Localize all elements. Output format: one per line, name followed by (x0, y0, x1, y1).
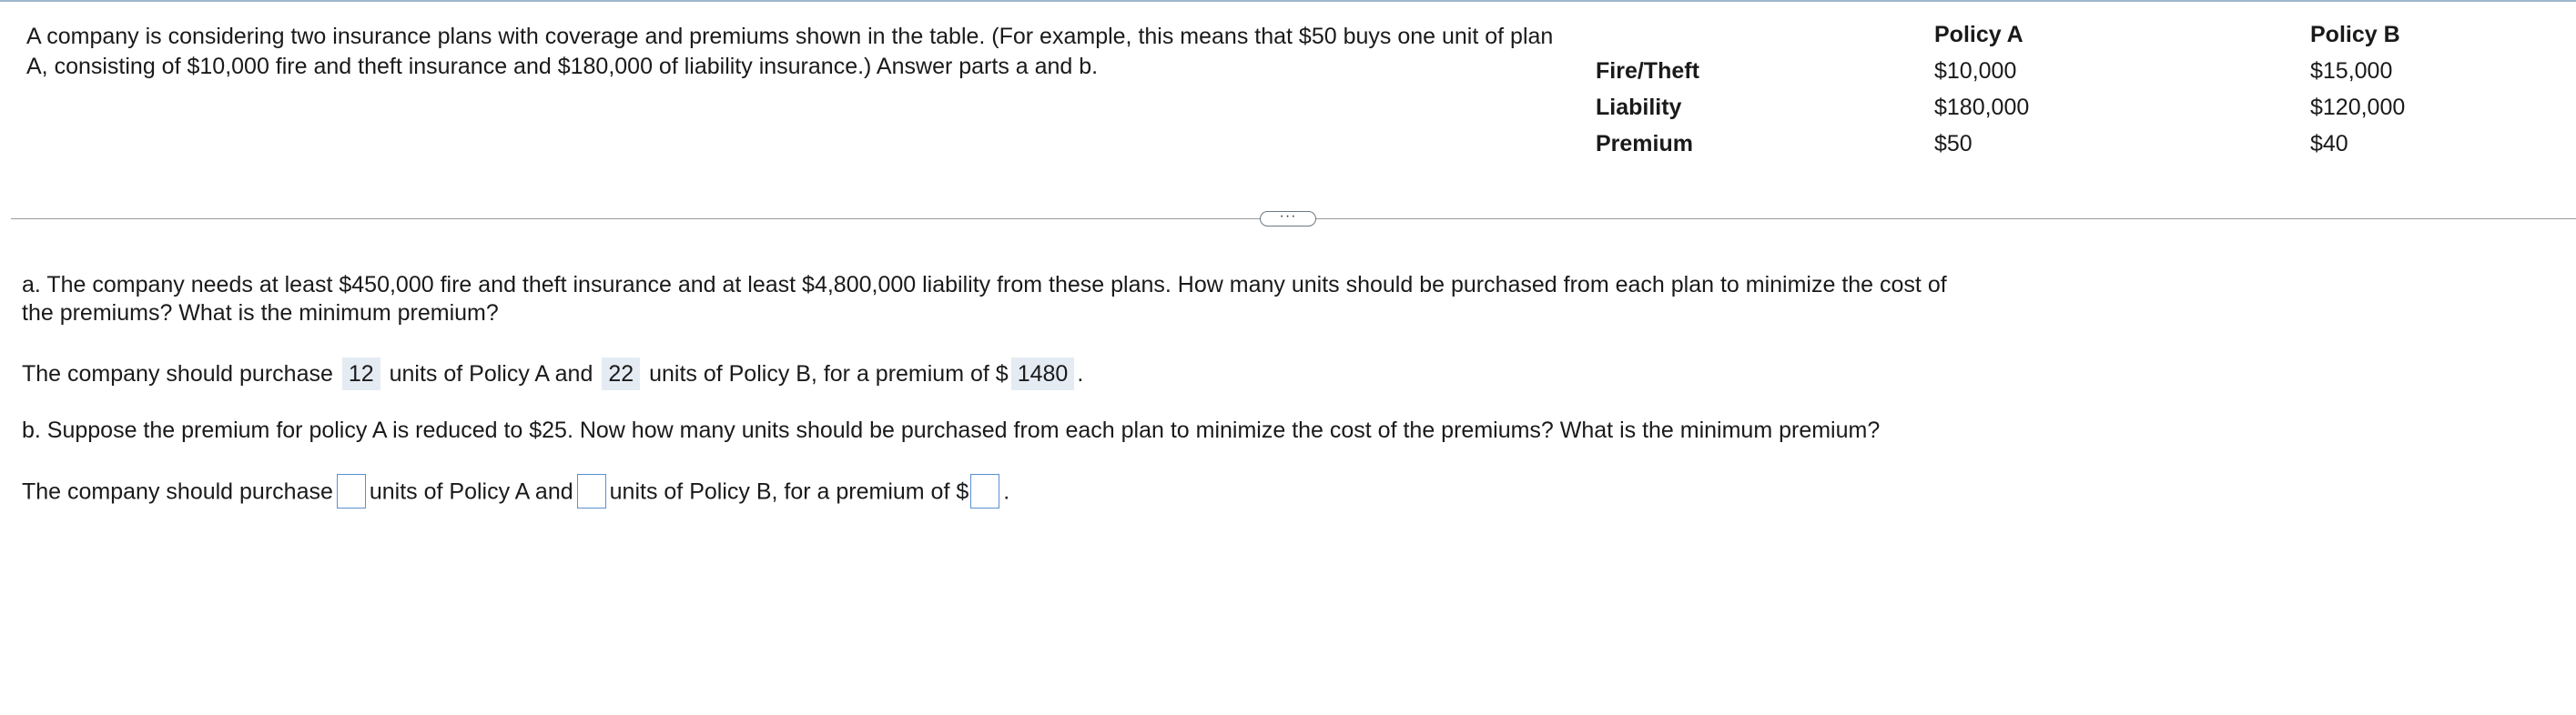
header-policy-a: Policy A (1934, 22, 2023, 47)
table-header-row (1596, 22, 2492, 58)
part-a-answer-sentence (22, 358, 1083, 390)
header-blank (1596, 22, 1934, 58)
answer-mid-text: units of Policy B, for a premium of $ (609, 478, 969, 505)
part-a-question: a. The company needs at least $450,000 fire and theft insurance and at least $4,800,000 liability from these plans. How many units should be purchased from each plan to minimize the cost of the premiums? What is the minimum premium? (22, 272, 1947, 326)
cell-policy-a-liability: $180,000 (1934, 95, 2030, 120)
units-policy-a-answer[interactable]: 12 (342, 358, 380, 390)
units-policy-b-input[interactable] (577, 474, 606, 509)
part-b-question: b. Suppose the premium for policy A is reduced to $25. Now how many units should be purchased from each plan to minimize the cost of the premiums? What is the minimum premium? (22, 418, 1881, 443)
premium-answer[interactable]: 1480 (1011, 358, 1075, 390)
answer-prefix: The company should purchase (22, 361, 333, 387)
units-policy-a-input[interactable] (337, 474, 366, 509)
top-border (0, 0, 2576, 2)
row-label-liability: Liability (1596, 95, 1682, 120)
answer-mid-text: units of Policy A and (369, 478, 573, 505)
answer-prefix: The company should purchase (22, 478, 333, 505)
row-label-premium: Premium (1596, 131, 1693, 156)
premium-input[interactable] (970, 474, 999, 509)
table-row (1596, 95, 2492, 131)
row-label-fire-theft: Fire/Theft (1596, 58, 1699, 84)
cell-policy-b-liability: $120,000 (2310, 95, 2406, 120)
cell-policy-b-premium: $40 (2310, 131, 2348, 156)
answer-mid-text: units of Policy A and (389, 361, 593, 387)
units-policy-b-answer[interactable]: 22 (602, 358, 640, 390)
insurance-plans-table (1596, 22, 2492, 167)
cell-policy-b-fire-theft: $15,000 (2310, 58, 2393, 84)
cell-policy-a-fire-theft: $10,000 (1934, 58, 2017, 84)
answer-suffix: . (1077, 361, 1084, 387)
table-row (1596, 131, 2492, 167)
cell-policy-a-premium: $50 (1934, 131, 1973, 156)
answer-suffix: . (1003, 478, 1010, 505)
answer-mid-text: units of Policy B, for a premium of $ (649, 361, 1009, 387)
expand-ellipsis-button[interactable]: ··· (1260, 211, 1316, 227)
part-b-answer-sentence (22, 474, 1009, 512)
table-row (1596, 58, 2492, 95)
problem-statement: A company is considering two insurance plans with coverage and premiums shown in the table. (For example, this means that $50 buys one unit of plan A, consisting of $10,000 fire and theft insurance and $180,000 of liability insurance.) Answer parts a and b. (26, 24, 1554, 79)
header-policy-b: Policy B (2310, 22, 2400, 47)
